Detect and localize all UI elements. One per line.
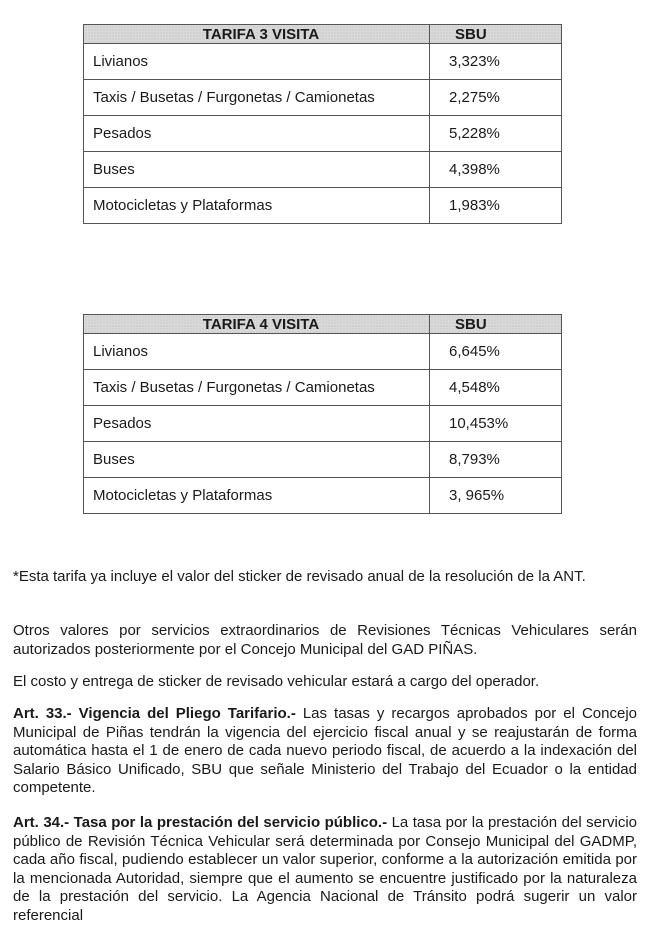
article-33-body: Las tasas y recargos aprobados por el Concejo Municipal de Piñas tendrán la vigencia del ejercicio fiscal anual y se reajustarán de forma automática hasta el 1 de enero de cada nuevo periodo fiscal, de acuerdo a la indexación del Salario Básico Unificado, SBU que señale Ministerio del Trabajo del Ecuador o la entidad competente. [13,705,638,796]
table-cell: Motocicletas y Plataformas [84,188,430,224]
otros-valores-paragraph: Otros valores por servicios extraordinarios de Revisiones Técnicas Vehiculares serán autorizados posteriormente por el Concejo Municipal del GAD PIÑAS. [13,622,637,658]
table-cell: 3,323% [430,44,562,80]
table-cell: 3, 965% [430,478,562,514]
table-cell: 10,453% [430,406,562,442]
tarifa-4-table [83,314,562,514]
table-cell: 4,398% [430,152,562,188]
table-row [84,406,562,442]
article-34-body: La tasa por la prestación del servicio público de Revisión Técnica Vehicular será determinada por Consejo Municipal del GADMP, cada año fiscal, pudiendo establecer un valor superior, conforme a la autorización emitida por la mencionada Autoridad, siempre que el aumento se encuentre justificado por la naturaleza de la prestación del servicio. La Agencia Nacional de Tránsito podrá sugerir un valor referencial [13,814,637,924]
table-header-cell: TARIFA 4 VISITA [84,315,430,334]
table-cell: 6,645% [430,334,562,370]
table-cell: 1,983% [430,188,562,224]
table-cell: Livianos [84,334,430,370]
table-cell: 2,275% [430,80,562,116]
table-cell: Taxis / Busetas / Furgonetas / Camionetas [84,370,430,406]
table-row [84,370,562,406]
tarifa-note: *Esta tarifa ya incluye el valor del sticker de revisado anual de la resolución de la ANT. [13,568,586,585]
tarifa-3-table [83,24,562,224]
table-header-row [84,315,562,334]
table-header-cell: SBU [430,315,562,334]
article-34-heading: Art. 34.- Tasa por la prestación del servicio público.- [13,814,388,831]
article-33-heading: Art. 33.- Vigencia del Pliego Tarifario.- [13,705,296,722]
table-cell: 4,548% [430,370,562,406]
article-34-paragraph [13,814,637,925]
table-cell: 5,228% [430,116,562,152]
table-row [84,188,562,224]
table-header-cell: SBU [430,25,562,44]
table-row [84,116,562,152]
table-cell: 8,793% [430,442,562,478]
article-33-paragraph [13,705,637,798]
table-cell: Livianos [84,44,430,80]
table-header-row [84,25,562,44]
table-row [84,478,562,514]
table-cell: Buses [84,442,430,478]
table-row [84,442,562,478]
table-cell: Pesados [84,406,430,442]
table-cell: Buses [84,152,430,188]
table-cell: Pesados [84,116,430,152]
table-cell: Motocicletas y Plataformas [84,478,430,514]
costo-sticker-paragraph: El costo y entrega de sticker de revisado vehicular estará a cargo del operador. [13,673,540,690]
table-row [84,80,562,116]
table-cell: Taxis / Busetas / Furgonetas / Camionetas [84,80,430,116]
table-header-cell: TARIFA 3 VISITA [84,25,430,44]
table-row [84,44,562,80]
table-row [84,334,562,370]
table-row [84,152,562,188]
